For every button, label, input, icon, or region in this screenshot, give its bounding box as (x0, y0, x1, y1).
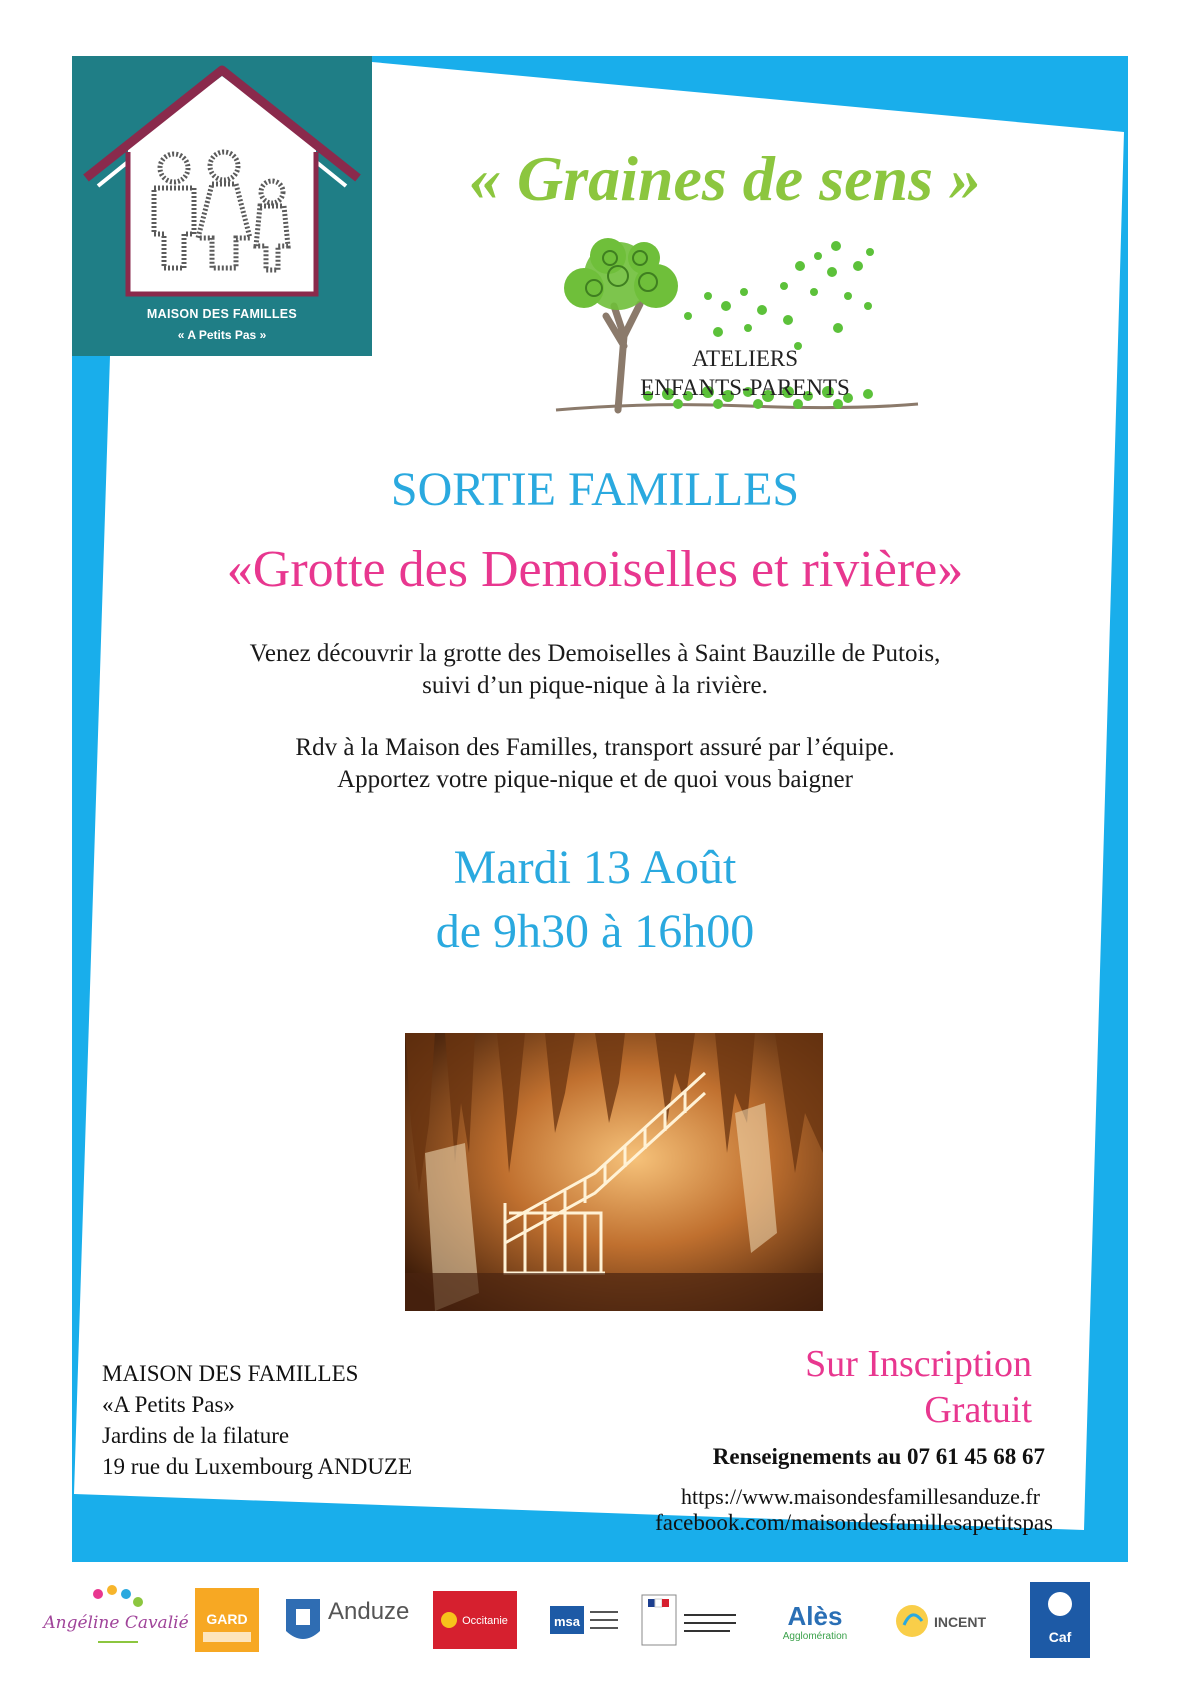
partner-label: GARD (206, 1611, 248, 1627)
rdv-line: Rdv à la Maison des Familles, transport assuré par l’équipe. (295, 734, 895, 761)
partner-sub: Agglomération (782, 1631, 848, 1642)
event-description (160, 638, 1030, 702)
partner-label: INCENT (933, 1614, 987, 1630)
partner-label: Caf (1048, 1629, 1072, 1645)
event-logistics (160, 732, 1030, 796)
samuel-vincent-logo (890, 1570, 1000, 1670)
partner-label: Alès (787, 1601, 843, 1631)
gard-logo (192, 1570, 262, 1670)
ateliers-label (620, 344, 870, 402)
facebook-link[interactable]: facebook.com/maisondesfamillesapetitspas (655, 1510, 1053, 1535)
event-heading: SORTIE FAMILLES (390, 463, 800, 516)
registration-label: Sur Inscription (805, 1343, 1032, 1385)
cave-stairs-photo (405, 1033, 823, 1311)
caf-gard-logo (1020, 1570, 1100, 1670)
address-block (102, 1358, 412, 1482)
ales-agglomeration-logo (760, 1570, 870, 1670)
logo-subtitle: « A Petits Pas » (177, 328, 267, 342)
partner-label: msa (553, 1614, 581, 1629)
free-label: Gratuit (924, 1389, 1032, 1431)
page-title: « Graines de sens » (468, 143, 982, 214)
partner-label: Occitanie (462, 1615, 508, 1627)
bring-line: Apportez votre pique-nique et de quoi vous baigner (337, 766, 853, 793)
angeline-cavalie-logo (43, 1570, 189, 1670)
msa-logo (550, 1570, 620, 1670)
address-line1: MAISON DES FAMILLES (102, 1361, 359, 1386)
address-line4: 19 rue du Luxembourg ANDUZE (102, 1454, 413, 1479)
event-name: «Grotte des Demoiselles et rivière» (226, 541, 964, 598)
event-date: Mardi 13 Août (453, 841, 737, 894)
website-link[interactable]: https://www.maisondesfamillesanduze.fr (680, 1484, 1040, 1509)
partner-label: Anduze (328, 1598, 410, 1625)
phone-info: Renseignements au 07 61 45 68 67 (712, 1444, 1045, 1469)
address-line2: «A Petits Pas» (102, 1392, 235, 1417)
tree-clover-icon (548, 236, 928, 436)
desc-line2: suivi d’un pique-nique à la rivière. (422, 672, 768, 699)
partner-logos-row (43, 1570, 1140, 1670)
address-line3: Jardins de la filature (102, 1423, 290, 1448)
occitanie-logo (430, 1570, 520, 1670)
partner-label: Angéline Cavalié (43, 1613, 189, 1633)
agence-cohesion-territoires-logo (640, 1570, 740, 1670)
event-time: de 9h30 à 16h00 (435, 905, 755, 958)
ateliers-line1: ATELIERS (691, 346, 799, 371)
logo-name: MAISON DES FAMILLES (146, 307, 298, 321)
maison-des-familles-logo (72, 56, 372, 356)
anduze-logo (280, 1570, 420, 1670)
desc-line1: Venez découvrir la grotte des Demoiselles à Saint Bauzille de Putois, (249, 640, 941, 667)
ateliers-line2: ENFANTS-PARENTS (640, 375, 850, 400)
